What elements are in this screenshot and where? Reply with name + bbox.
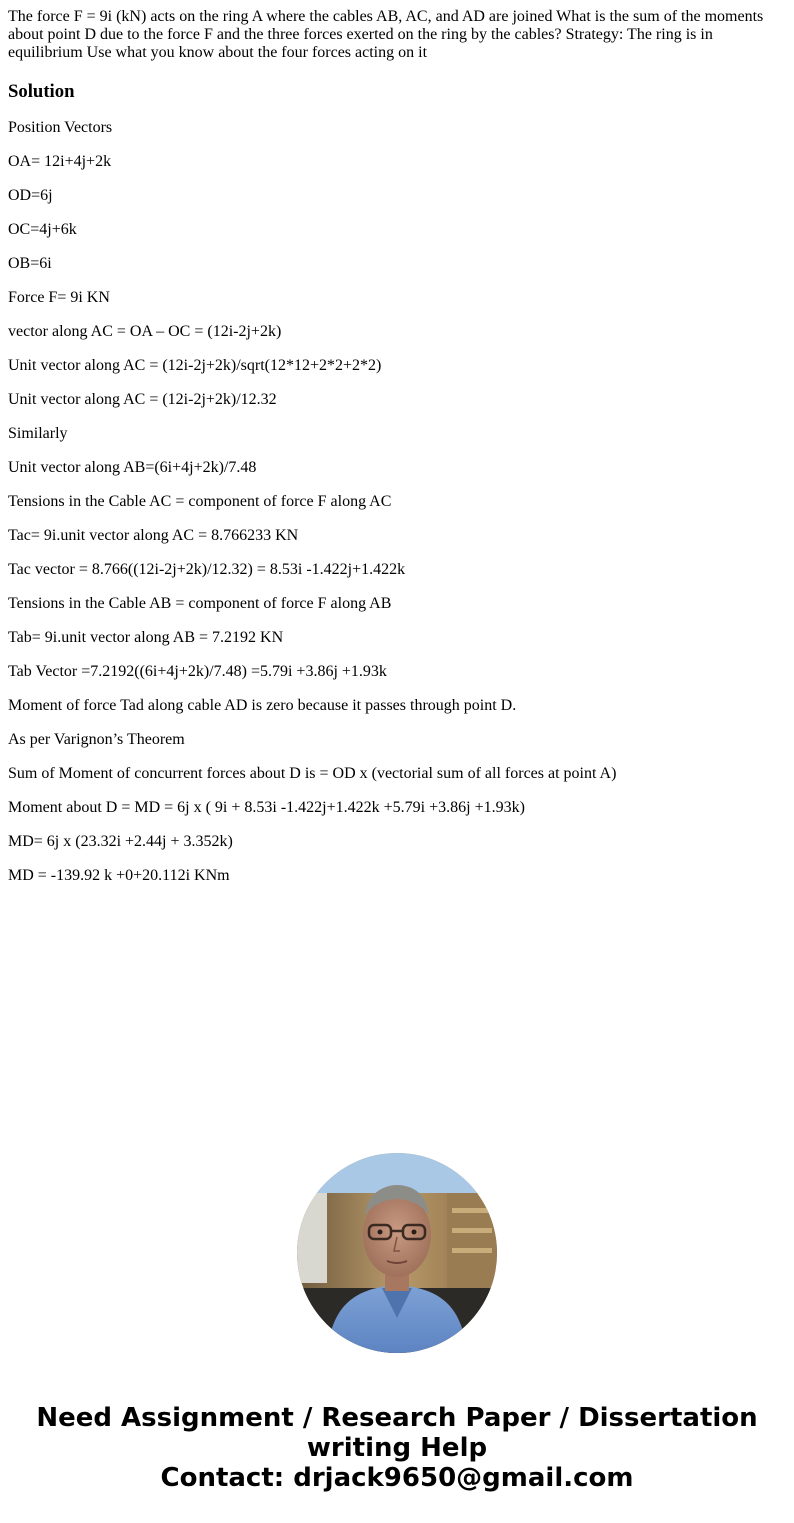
solution-line: Tac= 9i.unit vector along AC = 8.766233 KN (8, 527, 299, 544)
solution-line: Tensions in the Cable AB = component of force F along AB (8, 595, 392, 612)
solution-line: Unit vector along AC = (12i-2j+2k)/sqrt(12*12+2*2+2*2) (8, 357, 382, 374)
solution-line: MD= 6j x (23.32i +2.44j + 3.352k) (8, 833, 233, 850)
footer-line: Need Assignment / Research Paper / Dissertation (36, 1403, 758, 1433)
solution-line: Tab= 9i.unit vector along AB = 7.2192 KN (8, 629, 284, 646)
document-body (8, 8, 783, 885)
solution-line: Position Vectors (8, 119, 113, 136)
solution-line: Unit vector along AB=(6i+4j+2k)/7.48 (8, 459, 257, 476)
solution-line: Tac vector = 8.766((12i-2j+2k)/12.32) = 8.53i -1.422j+1.422k (8, 561, 406, 578)
author-avatar (297, 1153, 497, 1353)
solution-line: Tab Vector =7.2192((6i+4j+2k)/7.48) =5.79i +3.86j +1.93k (8, 663, 387, 680)
solution-line: Moment about D = MD = 6j x ( 9i + 8.53i -1.422j+1.422k +5.79i +3.86j +1.93k) (8, 799, 525, 816)
solution-line: OB=6i (8, 255, 52, 272)
solution-line: OA= 12i+4j+2k (8, 153, 112, 170)
solution-steps (8, 119, 783, 885)
solution-line: Moment of force Tad along cable AD is zero because it passes through point D. (8, 697, 517, 714)
solution-line: MD = -139.92 k +0+20.112i KNm (8, 867, 230, 884)
solution-line: As per Varignon’s Theorem (8, 731, 185, 748)
solution-line: Tensions in the Cable AC = component of force F along AC (8, 493, 392, 510)
footer-contact: Contact: drjack9650@gmail.com (160, 1463, 634, 1493)
solution-line: OD=6j (8, 187, 53, 204)
solution-line: Force F= 9i KN (8, 289, 110, 306)
author-photo-icon (297, 1153, 497, 1353)
solution-line: vector along AC = OA – OC = (12i-2j+2k) (8, 323, 282, 340)
footer-banner (0, 1403, 794, 1493)
solution-heading: Solution (8, 81, 75, 102)
solution-line: Similarly (8, 425, 68, 442)
question-text: The force F = 9i (kN) acts on the ring A where the cables AB, AC, and AD are joined What is the sum of the moments about point D due to the force F and the three forces exerted on the ring by the cables? Strategy: The ring is in equilibrium Use what you know about the four forces acting on it (8, 8, 764, 61)
footer-line: writing Help (306, 1433, 488, 1463)
solution-line: Unit vector along AC = (12i-2j+2k)/12.32 (8, 391, 277, 408)
solution-line: Sum of Moment of concurrent forces about D is = OD x (vectorial sum of all forces at point A) (8, 765, 617, 782)
solution-line: OC=4j+6k (8, 221, 77, 238)
